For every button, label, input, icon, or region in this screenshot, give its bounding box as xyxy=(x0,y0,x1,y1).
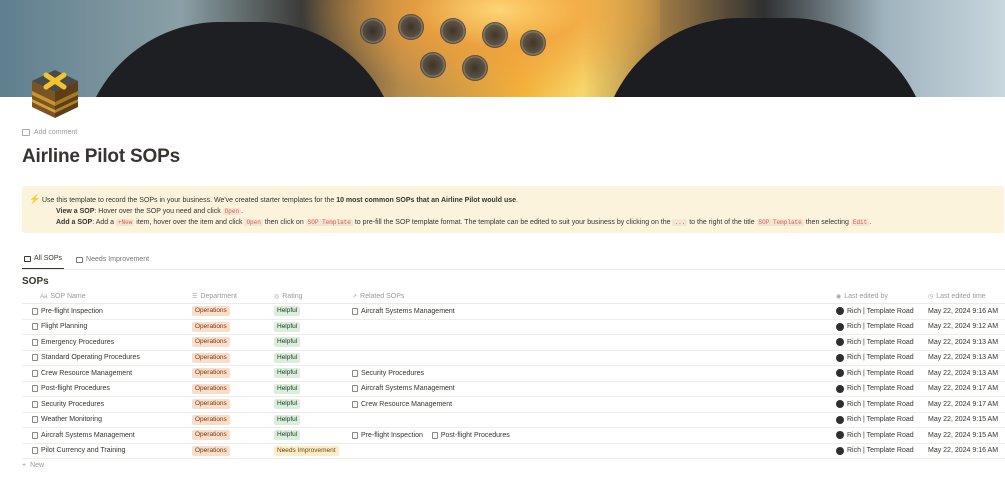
sop-name: Aircraft Systems Management xyxy=(41,431,135,439)
cell-related-sops[interactable] xyxy=(352,382,836,397)
editor-name: Rich | Template Road xyxy=(847,416,914,424)
lightning-icon: ⚡ xyxy=(29,194,41,204)
related-sop-label: Aircraft Systems Management xyxy=(361,307,455,315)
edited-time: May 22, 2024 9:12 AM xyxy=(928,323,999,331)
callout-text: . xyxy=(241,208,244,215)
department-tag: Operations xyxy=(192,430,230,440)
rating-tag: Helpful xyxy=(274,337,300,347)
cell-department[interactable] xyxy=(192,397,272,412)
cell-department[interactable] xyxy=(192,444,272,459)
cover-gauge xyxy=(360,18,386,44)
cell-related-sops[interactable] xyxy=(352,335,836,350)
cell-department[interactable] xyxy=(192,366,272,381)
sop-name: Crew Resource Management xyxy=(41,369,133,377)
cell-related-sops[interactable] xyxy=(352,320,836,335)
cell-rating[interactable] xyxy=(274,413,352,428)
tab-needs-improvement[interactable] xyxy=(74,254,151,270)
column-header-department[interactable] xyxy=(192,290,272,303)
page-icon xyxy=(32,370,38,377)
cell-sop-name[interactable] xyxy=(32,366,192,381)
callout-line-intro xyxy=(42,195,518,206)
person-icon: ◉ xyxy=(836,294,842,300)
editor-name: Rich | Template Road xyxy=(847,447,914,455)
edited-time: May 22, 2024 9:15 AM xyxy=(928,431,999,439)
editor-name: Rich | Template Road xyxy=(847,431,914,439)
editor-name: Rich | Template Road xyxy=(847,338,914,346)
callout-line-view xyxy=(42,206,243,217)
editor-name: Rich | Template Road xyxy=(847,385,914,393)
table-row[interactable] xyxy=(22,335,1005,351)
column-header-label: Last edited by xyxy=(844,293,888,300)
cell-related-sops[interactable] xyxy=(352,444,836,459)
relation-arrow-icon: ↗ xyxy=(352,294,358,300)
inline-code: SOP Template xyxy=(758,219,802,226)
cell-rating[interactable] xyxy=(274,382,352,397)
callout-text: : Add a xyxy=(92,219,116,226)
cell-last-edited-time xyxy=(928,428,1005,443)
cell-last-edited-by xyxy=(836,413,928,428)
editor-name: Rich | Template Road xyxy=(847,369,914,377)
inline-code: SOP Template xyxy=(307,219,351,226)
callout-bold-text: Add a SOP xyxy=(56,219,93,226)
avatar xyxy=(836,385,844,393)
avatar xyxy=(836,323,844,331)
page-icon xyxy=(32,432,38,439)
sop-name: Flight Planning xyxy=(41,323,88,331)
table-header xyxy=(22,290,1005,304)
cell-last-edited-time xyxy=(928,351,1005,366)
callout-text: to pre-fill the SOP template format. The template can be edited to suit your business by clicking on the xyxy=(352,219,673,226)
sop-name: Emergency Procedures xyxy=(41,338,115,346)
add-comment-button[interactable] xyxy=(22,129,77,136)
callout-text: then click on xyxy=(262,219,306,226)
inline-code: ... xyxy=(674,219,686,226)
page-title[interactable]: Airline Pilot SOPs xyxy=(22,146,180,167)
cell-rating[interactable] xyxy=(274,304,352,319)
table-row[interactable] xyxy=(22,413,1005,429)
callout-text: . xyxy=(869,219,872,226)
page-icon xyxy=(32,323,38,330)
cell-department[interactable] xyxy=(192,304,272,319)
department-tag: Operations xyxy=(192,415,230,425)
table-row[interactable] xyxy=(22,382,1005,398)
sop-name: Security Procedures xyxy=(41,400,105,408)
cell-rating[interactable] xyxy=(274,428,352,443)
plus-icon: + xyxy=(22,462,27,469)
rating-tag: Helpful xyxy=(274,415,300,425)
edited-time: May 22, 2024 9:16 AM xyxy=(928,307,999,315)
page-icon[interactable] xyxy=(28,66,82,122)
new-row-label: New xyxy=(30,462,45,469)
avatar xyxy=(836,307,844,315)
page-icon xyxy=(352,401,358,408)
avatar xyxy=(836,400,844,408)
department-tag: Operations xyxy=(192,306,230,316)
column-header-label: Last edited time xyxy=(936,293,986,300)
cell-related-sops[interactable] xyxy=(352,351,836,366)
rating-tag: Helpful xyxy=(274,430,300,440)
cell-last-edited-time xyxy=(928,397,1005,412)
sops-table xyxy=(22,290,1005,459)
cell-last-edited-time xyxy=(928,366,1005,381)
inline-code: Open xyxy=(246,219,261,226)
cell-sop-name[interactable] xyxy=(32,428,192,443)
cell-department[interactable] xyxy=(192,428,272,443)
cell-department[interactable] xyxy=(192,351,272,366)
avatar xyxy=(836,416,844,424)
column-header-last-edited-by[interactable] xyxy=(836,290,928,303)
cell-last-edited-by xyxy=(836,444,928,459)
callout-text: then selecting xyxy=(803,219,851,226)
avatar xyxy=(836,431,844,439)
tab-label: Needs Improvement xyxy=(86,256,150,263)
cell-rating[interactable] xyxy=(274,444,352,459)
cell-last-edited-by xyxy=(836,320,928,335)
cell-sop-name[interactable] xyxy=(32,444,192,459)
cell-sop-name[interactable] xyxy=(32,382,192,397)
cell-sop-name[interactable] xyxy=(32,320,192,335)
comment-icon xyxy=(22,129,30,136)
cell-last-edited-by xyxy=(836,335,928,350)
related-sop-label: Security Procedures xyxy=(361,369,425,377)
related-sop-link[interactable] xyxy=(352,370,424,377)
status-property-icon: ◎ xyxy=(274,294,280,300)
database-title[interactable]: SOPs xyxy=(22,276,49,287)
column-header-label: SOP Name xyxy=(50,293,86,300)
cell-rating[interactable] xyxy=(274,320,352,335)
list-property-icon: ☰ xyxy=(192,294,198,300)
cover-image xyxy=(0,0,1005,97)
sop-name: Weather Monitoring xyxy=(41,416,102,424)
department-tag: Operations xyxy=(192,446,230,456)
department-tag: Operations xyxy=(192,337,230,347)
column-header-related-sops[interactable] xyxy=(352,290,836,303)
table-body xyxy=(22,304,1005,459)
inline-code: +New xyxy=(117,219,133,226)
cover-gauge xyxy=(482,22,508,48)
cell-sop-name[interactable] xyxy=(32,351,192,366)
cell-rating[interactable] xyxy=(274,351,352,366)
cell-sop-name[interactable] xyxy=(32,335,192,350)
sop-name: Post-flight Procedures xyxy=(41,385,110,393)
rating-tag: Needs Improvement xyxy=(274,446,339,456)
cover-gauge xyxy=(440,18,466,44)
related-sop-link[interactable] xyxy=(352,385,455,392)
cell-last-edited-time xyxy=(928,444,1005,459)
cell-related-sops[interactable] xyxy=(352,366,836,381)
avatar xyxy=(836,354,844,362)
cell-last-edited-time xyxy=(928,413,1005,428)
avatar xyxy=(836,369,844,377)
page-icon xyxy=(32,354,38,361)
tabs-divider xyxy=(22,269,1005,270)
editor-name: Rich | Template Road xyxy=(847,400,914,408)
cell-sop-name[interactable] xyxy=(32,397,192,412)
rating-tag: Helpful xyxy=(274,368,300,378)
cell-department[interactable] xyxy=(192,382,272,397)
callout-text: to the right of the title xyxy=(687,219,757,226)
cell-last-edited-time xyxy=(928,320,1005,335)
cell-department[interactable] xyxy=(192,413,272,428)
rating-tag: Helpful xyxy=(274,353,300,363)
page-icon xyxy=(32,447,38,454)
page-icon xyxy=(32,385,38,392)
sop-name: Pilot Currency and Training xyxy=(41,447,126,455)
table-row[interactable] xyxy=(22,351,1005,367)
inline-code: Edit xyxy=(852,219,868,226)
cell-last-edited-by xyxy=(836,382,928,397)
page-icon xyxy=(352,385,358,392)
page-icon xyxy=(432,432,438,439)
table-icon xyxy=(76,257,83,263)
related-sop-label: Post-flight Procedures xyxy=(440,431,510,439)
inline-code: Open xyxy=(224,208,240,215)
column-header-label: Rating xyxy=(282,293,303,300)
table-row[interactable] xyxy=(22,397,1005,413)
cover-gauge xyxy=(398,14,424,40)
table-icon xyxy=(24,256,31,262)
callout-text: . xyxy=(516,197,518,204)
cell-last-edited-time xyxy=(928,304,1005,319)
department-tag: Operations xyxy=(192,368,230,378)
edited-time: May 22, 2024 9:13 AM xyxy=(928,338,999,346)
page-icon xyxy=(32,339,38,346)
column-header-rating[interactable] xyxy=(274,290,352,303)
cell-rating[interactable] xyxy=(274,366,352,381)
department-tag: Operations xyxy=(192,322,230,332)
sop-name: Standard Operating Procedures xyxy=(41,354,140,362)
page-icon xyxy=(352,370,358,377)
cell-last-edited-by xyxy=(836,397,928,412)
cell-last-edited-time xyxy=(928,335,1005,350)
cell-department[interactable] xyxy=(192,320,272,335)
related-sop-link[interactable] xyxy=(432,432,510,439)
related-sop-label: Pre-flight Inspection xyxy=(361,431,423,439)
column-header-last-edited-time[interactable] xyxy=(928,290,1005,303)
related-sop-label: Aircraft Systems Management xyxy=(361,385,455,393)
cell-last-edited-by xyxy=(836,304,928,319)
callout-text: Use this template to record the SOPs in your business. We've created starter templates for the xyxy=(42,197,337,204)
rating-tag: Helpful xyxy=(274,306,300,316)
cell-department[interactable] xyxy=(192,335,272,350)
table-row[interactable] xyxy=(22,304,1005,320)
column-header-sop-name[interactable] xyxy=(40,290,200,303)
cell-last-edited-by xyxy=(836,366,928,381)
related-sop-link[interactable] xyxy=(352,308,455,315)
avatar xyxy=(836,447,844,455)
rating-tag: Helpful xyxy=(274,399,300,409)
cell-sop-name[interactable] xyxy=(32,304,192,319)
page-icon xyxy=(32,308,38,315)
cell-rating[interactable] xyxy=(274,397,352,412)
column-header-label: Related SOPs xyxy=(360,293,405,300)
table-row[interactable] xyxy=(22,428,1005,444)
rating-tag: Helpful xyxy=(274,384,300,394)
callout-block[interactable] xyxy=(22,186,1004,233)
cover-gauge xyxy=(420,52,446,78)
cell-last-edited-time xyxy=(928,382,1005,397)
edited-time: May 22, 2024 9:15 AM xyxy=(928,416,999,424)
callout-text: : Hover over the SOP you need and click xyxy=(94,208,223,215)
editor-name: Rich | Template Road xyxy=(847,354,914,362)
page-icon xyxy=(32,401,38,408)
callout-bold-text: 10 most common SOPs that an Airline Pilot would use xyxy=(336,197,517,204)
edited-time: May 22, 2024 9:13 AM xyxy=(928,369,999,377)
text-property-icon: Aa xyxy=(40,293,48,300)
tab-label: All SOPs xyxy=(34,255,63,262)
table-row[interactable] xyxy=(22,366,1005,382)
cell-last-edited-by xyxy=(836,428,928,443)
tab-all-sops[interactable] xyxy=(22,254,64,270)
cell-related-sops[interactable] xyxy=(352,413,836,428)
rating-tag: Helpful xyxy=(274,322,300,332)
edited-time: May 22, 2024 9:13 AM xyxy=(928,354,999,362)
view-tabs xyxy=(22,254,151,270)
avatar xyxy=(836,338,844,346)
add-comment-label: Add comment xyxy=(34,129,78,136)
page-icon xyxy=(32,416,38,423)
callout-line-add xyxy=(42,217,871,228)
cell-last-edited-by xyxy=(836,351,928,366)
column-header-label: Department xyxy=(200,293,237,300)
department-tag: Operations xyxy=(192,384,230,394)
related-sop-link[interactable] xyxy=(352,432,423,439)
edited-time: May 22, 2024 9:16 AM xyxy=(928,447,999,455)
cell-related-sops[interactable] xyxy=(352,397,836,412)
page-icon xyxy=(352,432,358,439)
clock-icon: ◷ xyxy=(928,294,934,300)
cell-rating[interactable] xyxy=(274,335,352,350)
editor-name: Rich | Template Road xyxy=(847,323,914,331)
cell-related-sops[interactable] xyxy=(352,428,836,443)
cell-related-sops[interactable] xyxy=(352,304,836,319)
add-new-row-button[interactable] xyxy=(22,462,44,469)
department-tag: Operations xyxy=(192,399,230,409)
department-tag: Operations xyxy=(192,353,230,363)
related-sop-link[interactable] xyxy=(352,401,452,408)
sop-name: Pre-flight Inspection xyxy=(41,307,103,315)
callout-bold-text: View a SOP xyxy=(56,208,95,215)
table-row[interactable] xyxy=(22,444,1005,460)
page-icon xyxy=(352,308,358,315)
cell-sop-name[interactable] xyxy=(32,413,192,428)
cover-gauge xyxy=(462,55,488,81)
edited-time: May 22, 2024 9:17 AM xyxy=(928,385,999,393)
editor-name: Rich | Template Road xyxy=(847,307,914,315)
related-sop-label: Crew Resource Management xyxy=(361,400,453,408)
cover-gauge xyxy=(520,30,546,56)
table-row[interactable] xyxy=(22,320,1005,336)
edited-time: May 22, 2024 9:17 AM xyxy=(928,400,999,408)
callout-text: item, hover over the item and click xyxy=(134,219,245,226)
